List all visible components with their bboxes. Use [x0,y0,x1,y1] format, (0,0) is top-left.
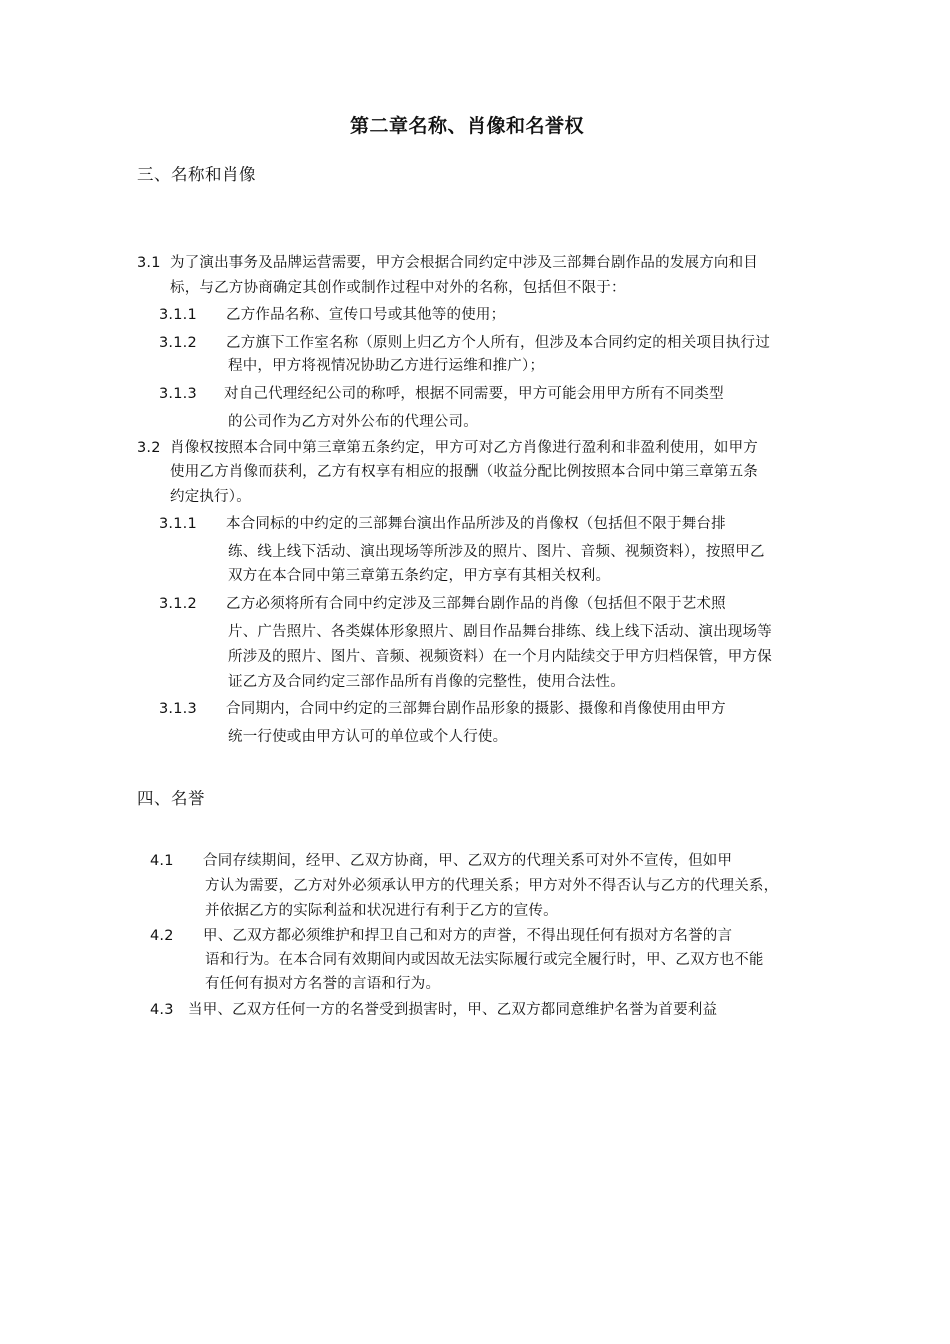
clause-text: 语和行为。在本合同有效期间内或因故无法实际履行或完全履行时，甲、乙双方也不能 [205,952,764,968]
clause-number: 3.1 [137,255,161,271]
subclause-text: 程中，甲方将视情况协助乙方进行运维和推广）； [228,358,545,374]
clause-number: 4.2 [150,928,174,944]
section-heading-reputation: 四、名誉 [137,789,205,808]
clause-text: 甲、乙双方都必须维护和捍卫自己和对方的声誉，不得出现任何有损对方名誉的言 [203,928,733,944]
subclause-text: 乙方必须将所有合同中约定涉及三部舞台剧作品的肖像（包括但不限于艺术照 [226,596,726,612]
clause-number: 3.2 [137,440,161,456]
clause-number: 4.3 [150,1002,174,1018]
section-heading-names-and-portraits: 三、名称和肖像 [137,165,256,184]
subclause-text: 本合同标的中约定的三部舞台演出作品所涉及的肖像权（包括但不限于舞台排 [226,516,726,532]
subclause-text: 统一行使或由甲方认可的单位或个人行使。 [228,729,508,745]
subclause-number: 3.1.3 [159,386,197,402]
clause-text: 并依据乙方的实际利益和状况进行有利于乙方的宣传。 [205,903,558,919]
subclause-number: 3.1.2 [159,596,197,612]
subclause-text: 对自己代理经纪公司的称呼，根据不同需要，甲方可能会用甲方所有不同类型 [224,386,724,402]
clause-text: 肖像权按照本合同中第三章第五条约定，甲方可对乙方肖像进行盈利和非盈利使用，如甲方 [170,440,758,456]
subclause-text: 练、线上线下活动、演出现场等所涉及的照片、图片、音频、视频资料），按照甲乙 [228,544,765,560]
subclause-number: 3.1.1 [159,516,197,532]
subclause-text: 乙方作品名称、宣传口号或其他等的使用； [226,307,506,323]
subclause-number: 3.1.2 [159,335,197,351]
subclause-number: 3.1.1 [159,307,197,323]
clause-text: 为了演出事务及品牌运营需要，甲方会根据合同约定中涉及三部舞台剧作品的发展方向和目 [170,255,758,271]
clause-text: 有任何有损对方名誉的言语和行为。 [205,976,441,992]
clause-text: 标，与乙方协商确定其创作或制作过程中对外的名称，包括但不限于： [170,280,626,296]
subclause-text: 合同期内，合同中约定的三部舞台剧作品形象的摄影、摄像和肖像使用由甲方 [226,701,726,717]
subclause-text: 证乙方及合同约定三部作品所有肖像的完整性，使用合法性。 [228,674,625,690]
subclause-number: 3.1.3 [159,701,197,717]
clause-text: 合同存续期间，经甲、乙双方协商，甲、乙双方的代理关系可对外不宣传，但如甲 [203,853,733,869]
clause-text: 约定执行）。 [170,489,251,505]
subclause-text: 片、广告照片、各类媒体形象照片、剧目作品舞台排练、线上线下活动、演出现场等 [228,624,772,640]
clause-text: 方认为需要，乙方对外必须承认甲方的代理关系；甲方对外不得否认与乙方的代理关系， [205,878,779,894]
clause-number: 4.1 [150,853,174,869]
subclause-text: 乙方旗下工作室名称（原则上归乙方个人所有，但涉及本合同约定的相关项目执行过 [226,335,770,351]
clause-text: 当甲、乙双方任何一方的名誉受到损害时，甲、乙双方都同意维护名誉为首要利益 [188,1002,718,1018]
subclause-text: 的公司作为乙方对外公布的代理公司。 [228,414,478,430]
subclause-text: 所涉及的照片、图片、音频、视频资料）在一个月内陆续交于甲方归档保管，甲方保 [228,649,772,665]
clause-text: 使用乙方肖像而获利，乙方有权享有相应的报酬（收益分配比例按照本合同中第三章第五条 [170,464,758,480]
page-title: 第二章名称、肖像和名誉权 [350,115,585,137]
subclause-text: 双方在本合同中第三章第五条约定，甲方享有其相关权利。 [228,568,611,584]
